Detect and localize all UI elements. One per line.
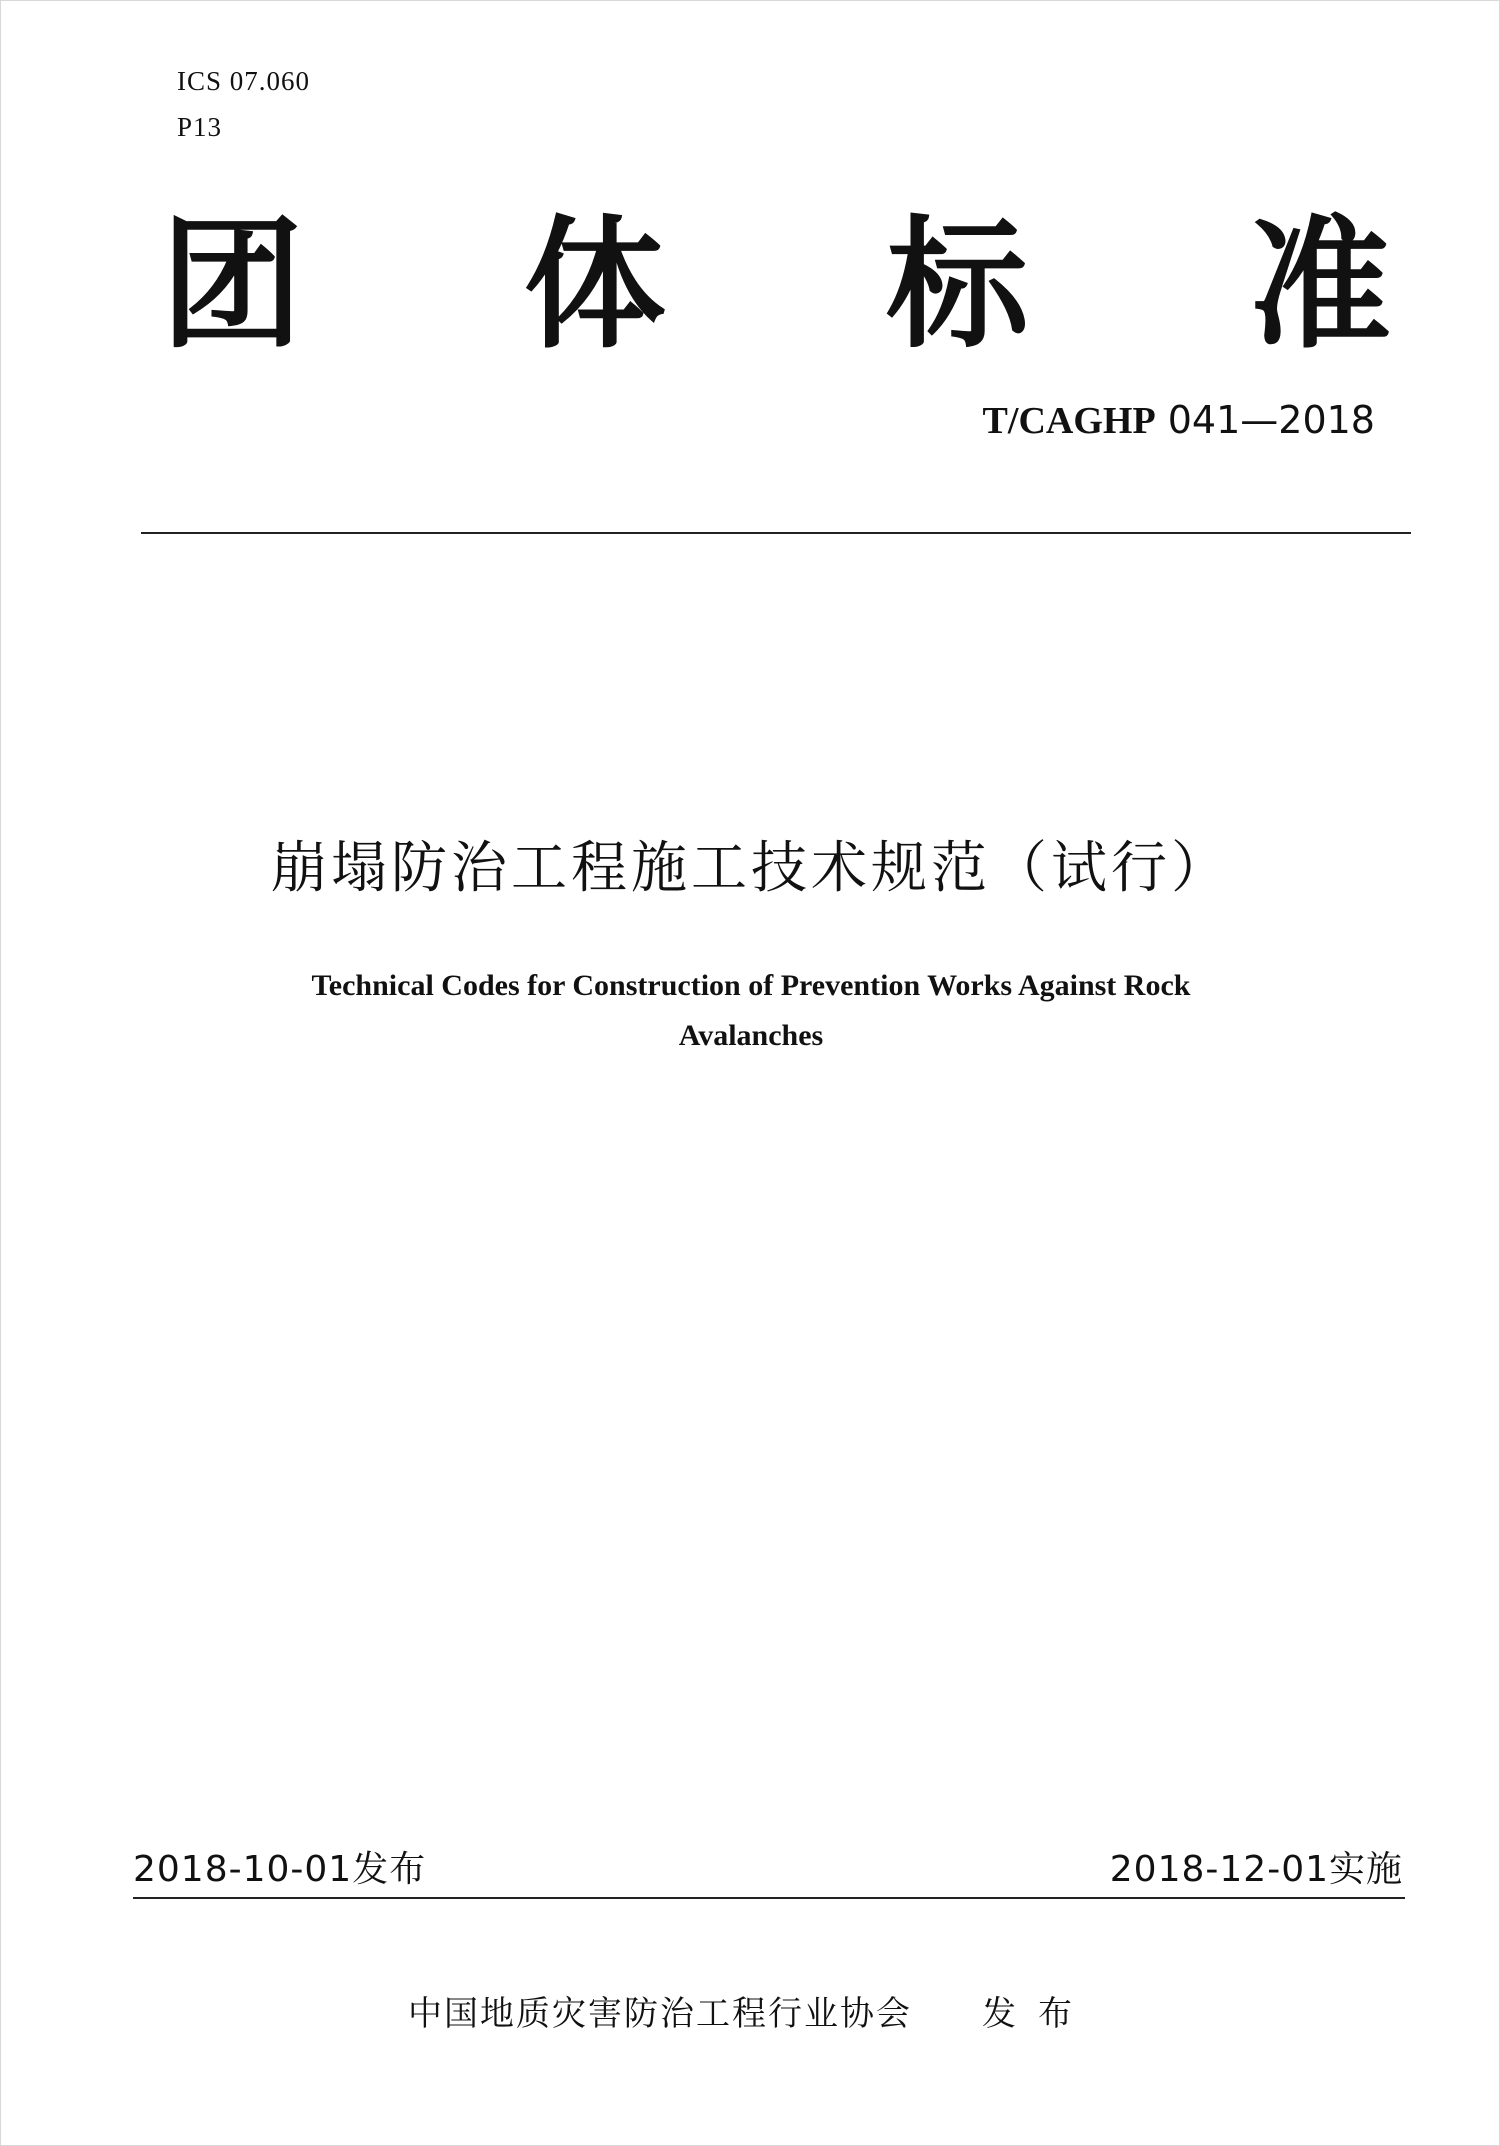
- publisher-name: 中国地质灾害防治工程行业协会: [408, 1994, 912, 2034]
- ics-code: ICS 07.060: [177, 66, 311, 96]
- issue-date: 2018-10-01发布: [133, 1849, 427, 1890]
- standard-number-value: 041—2018: [1155, 398, 1375, 442]
- publisher-line: [1, 1991, 1500, 2037]
- title-char: 团: [161, 203, 303, 368]
- header-divider: [141, 532, 1411, 534]
- publish-label: 发布: [982, 1994, 1094, 2034]
- title-char: 标: [886, 203, 1029, 368]
- ccs-code: P13: [177, 112, 223, 142]
- standard-number-prefix: T/CAGHP: [982, 400, 1156, 442]
- document-title-cn: 崩塌防治工程施工技术规范（试行）: [271, 836, 1231, 901]
- implementation-date: 2018-12-01实施: [1109, 1849, 1403, 1890]
- title-char: 体: [523, 203, 666, 368]
- footer-divider: [133, 1897, 1405, 1899]
- title-en-line: Technical Codes for Construction of Prevention Works Against Rock: [311, 969, 1191, 1002]
- standard-type-title: [161, 203, 1391, 368]
- standard-number: [983, 396, 1375, 445]
- title-char: 准: [1248, 203, 1391, 368]
- title-en-line: Avalanches: [678, 1019, 824, 1052]
- document-title-en: [201, 961, 1301, 1061]
